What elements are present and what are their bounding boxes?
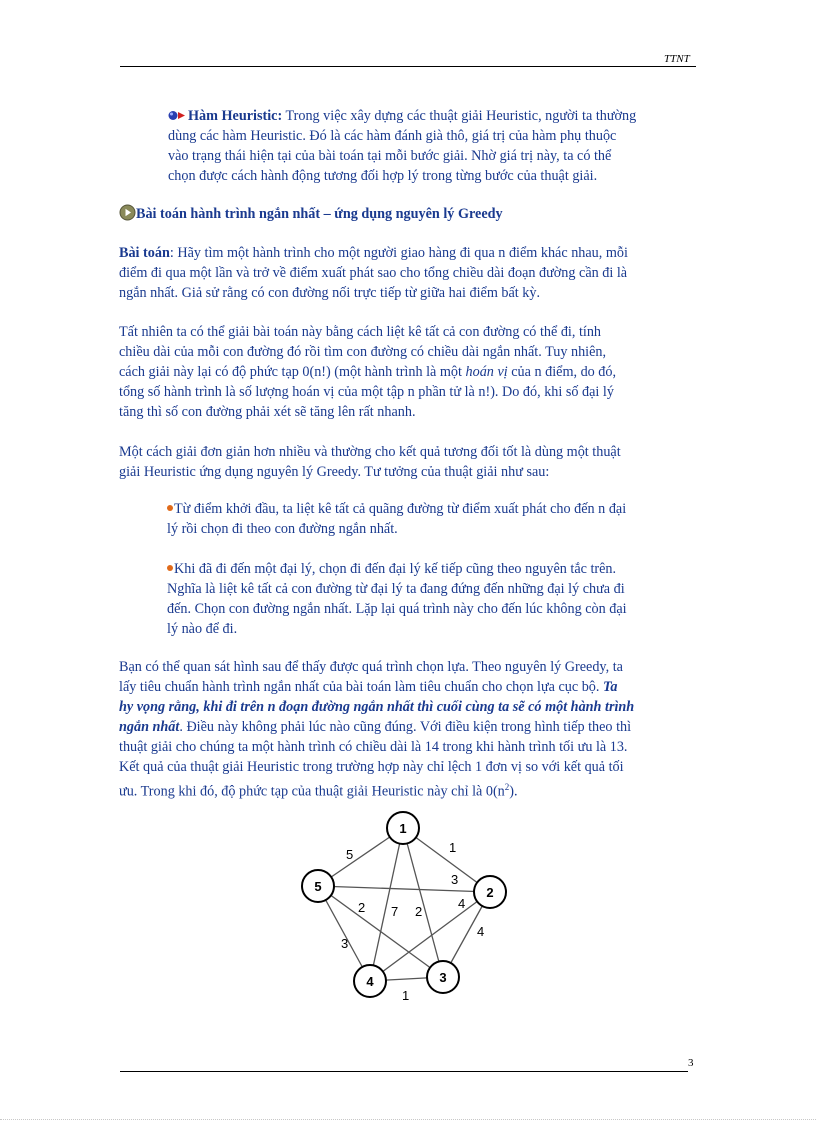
para4-line-1: Bạn có thể quan sát hình sau để thấy được quá trình chọn lựa. Theo nguyên lý Greedy, ta [119,659,623,675]
page-bottom-border [0,1119,816,1120]
edge-label-5-3: 2 [415,904,423,919]
section-heading [119,204,503,223]
problem-paragraph [119,243,628,303]
edge-label-1-2: 1 [449,840,457,855]
section-heading-text: Bài toán hành trình ngắn nhất – ứng dụng nguyên lý Greedy [136,206,503,222]
heuristic-title: Hàm Heuristic: [188,108,283,124]
edge-5-2 [318,886,490,892]
para3-line-2: giải Heuristic ứng dụng nguyên lý Greedy. Tư tưởng của thuật giải như sau: [119,464,550,480]
node-label-1: 1 [399,821,407,836]
para4-line-5: thuật giải cho chúng ta một hành trình có chiều dài là 14 trong khi hành trình tối ưu là 13. [119,739,628,755]
edge-1-3 [403,828,443,977]
bullet2-line-1: Khi đã đi đến một đại lý, chọn đi đến đại lý kế tiếp cũng theo nguyên tắc trên. [167,559,627,579]
edge-5-3 [318,886,443,977]
bullet2-line-3: đến. Chọn con đường ngắn nhất. Lặp lại quá trình này cho đến lúc không còn đại [167,601,627,617]
heuristic-line-4: chọn được cách hành động tương đối hợp lý trong từng bước của thuật giải. [168,168,598,184]
edge-label-4-2: 4 [458,896,466,911]
para2-line-1: Tất nhiên ta có thể giải bài toán này bằng cách liệt kê tất cả con đường có thể đi, tính [119,324,602,340]
para4-line-7: ưu. Trong khi đó, độ phức tạp của thuật giải Heuristic này chỉ là $0(n^2)$. [119,782,518,800]
bullet-dot-icon [167,565,173,571]
heuristic-line-3: vào trạng thái hiện tại của bài toán tại mỗi bước giải. Nhờ giá trị này, ta có thể [168,148,612,164]
bullet-dot-icon [167,505,173,511]
edge-label-4-3: 1 [402,988,410,1000]
graph-diagram [300,810,520,1000]
edge-label-5-4: 3 [341,936,349,951]
para2-line-3: cách giải này lại có độ phức tạp 0(n!) (một hành trình là một hoán vị của n điểm, do đó, [119,364,617,380]
para4-line-6: Kết quả của thuật giải Heuristic trong trường hợp này chỉ lệch 1 đơn vị so với kết quả tối [119,759,624,775]
header-rule [120,66,696,67]
problem-line-3: ngắn nhất. Giả sử rằng có con đường nối trực tiếp từ giữa hai điểm bất kỳ. [119,285,541,301]
para4-line-2: lấy tiêu chuẩn hành trình ngắn nhất của bài toán làm tiêu chuẩn cho chọn lựa cục bộ. Ta [119,679,618,695]
para2-line-4: tổng số hành trình là số lượng hoán vị của một tập n phần tử là n!). Do đó, khi số đại lý [119,384,614,400]
node-label-5: 5 [314,879,322,894]
bullet2-line-2: Nghĩa là liệt kê tất cả con đường từ đại lý ta đang đứng đến những đại lý chưa đi [167,581,625,597]
page-number: 3 [688,1057,694,1069]
brute-force-paragraph [119,322,616,422]
footer-rule [120,1071,688,1072]
para4-line-4: ngắn nhất. Điều này không phải lúc nào cũng đúng. Với điều kiện trong hình tiếp theo thì [119,719,632,735]
problem-line-1: Bài toán: Hãy tìm một hành trình cho một người giao hàng đi qua n điểm khác nhau, mỗi [119,245,628,261]
play-button-icon [119,204,136,221]
para3-line-1: Một cách giải đơn giản hơn nhiều và thường cho kết quả tương đối tốt là dùng một thuật [119,444,621,460]
edge-label-2-3: 4 [477,924,485,939]
greedy-intro-paragraph [119,442,621,482]
para2-line-5: tăng thì số con đường phải xét sẽ tăng lên rất nhanh. [119,404,416,420]
heuristic-line-1: Hàm Heuristic: Trong việc xây dựng các thuật giải Heuristic, người ta thường [168,106,636,126]
heuristic-paragraph [168,106,636,186]
para4-line-3: hy vọng rằng, khi đi trên n đoạn đường ngắn nhất thì cuối cùng ta sẽ có một hành trình [119,699,635,715]
edge-label-1-5: 5 [346,847,354,862]
edge-label-1-3: 2 [358,900,366,915]
node-label-4: 4 [366,974,374,989]
bullet-item-2 [167,559,627,639]
para2-line-2: chiều dài của mỗi con đường đó rồi tìm con đường có chiều dài ngắn nhất. Tuy nhiên, [119,344,607,360]
header-title: TTNT [664,53,690,65]
observation-paragraph [119,657,634,802]
bullet-item-1 [167,499,626,539]
bullet2-line-4: lý nào để đi. [167,621,238,637]
node-label-3: 3 [439,970,447,985]
problem-label: Bài toán [119,245,170,261]
edge-label-5-2: 3 [451,872,459,887]
edge-label-1-4: 7 [391,904,399,919]
bullet1-line-1: Từ điểm khởi đầu, ta liệt kê tất cả quãng đường từ điểm xuất phát cho đến n đại [167,499,626,519]
bullet-arrow-icon [168,110,186,121]
node-label-2: 2 [486,885,494,900]
problem-line-2: điểm đi qua một lần và trở về điểm xuất phát sao cho tổng chiều dài đoạn đường cần đi là [119,265,628,281]
heuristic-line-2: dùng các hàm Heuristic. Đó là các hàm đánh già thô, giá trị của hàm phụ thuộc [168,128,617,144]
bullet1-line-2: lý rồi chọn đi theo con đường ngắn nhất. [167,521,398,537]
